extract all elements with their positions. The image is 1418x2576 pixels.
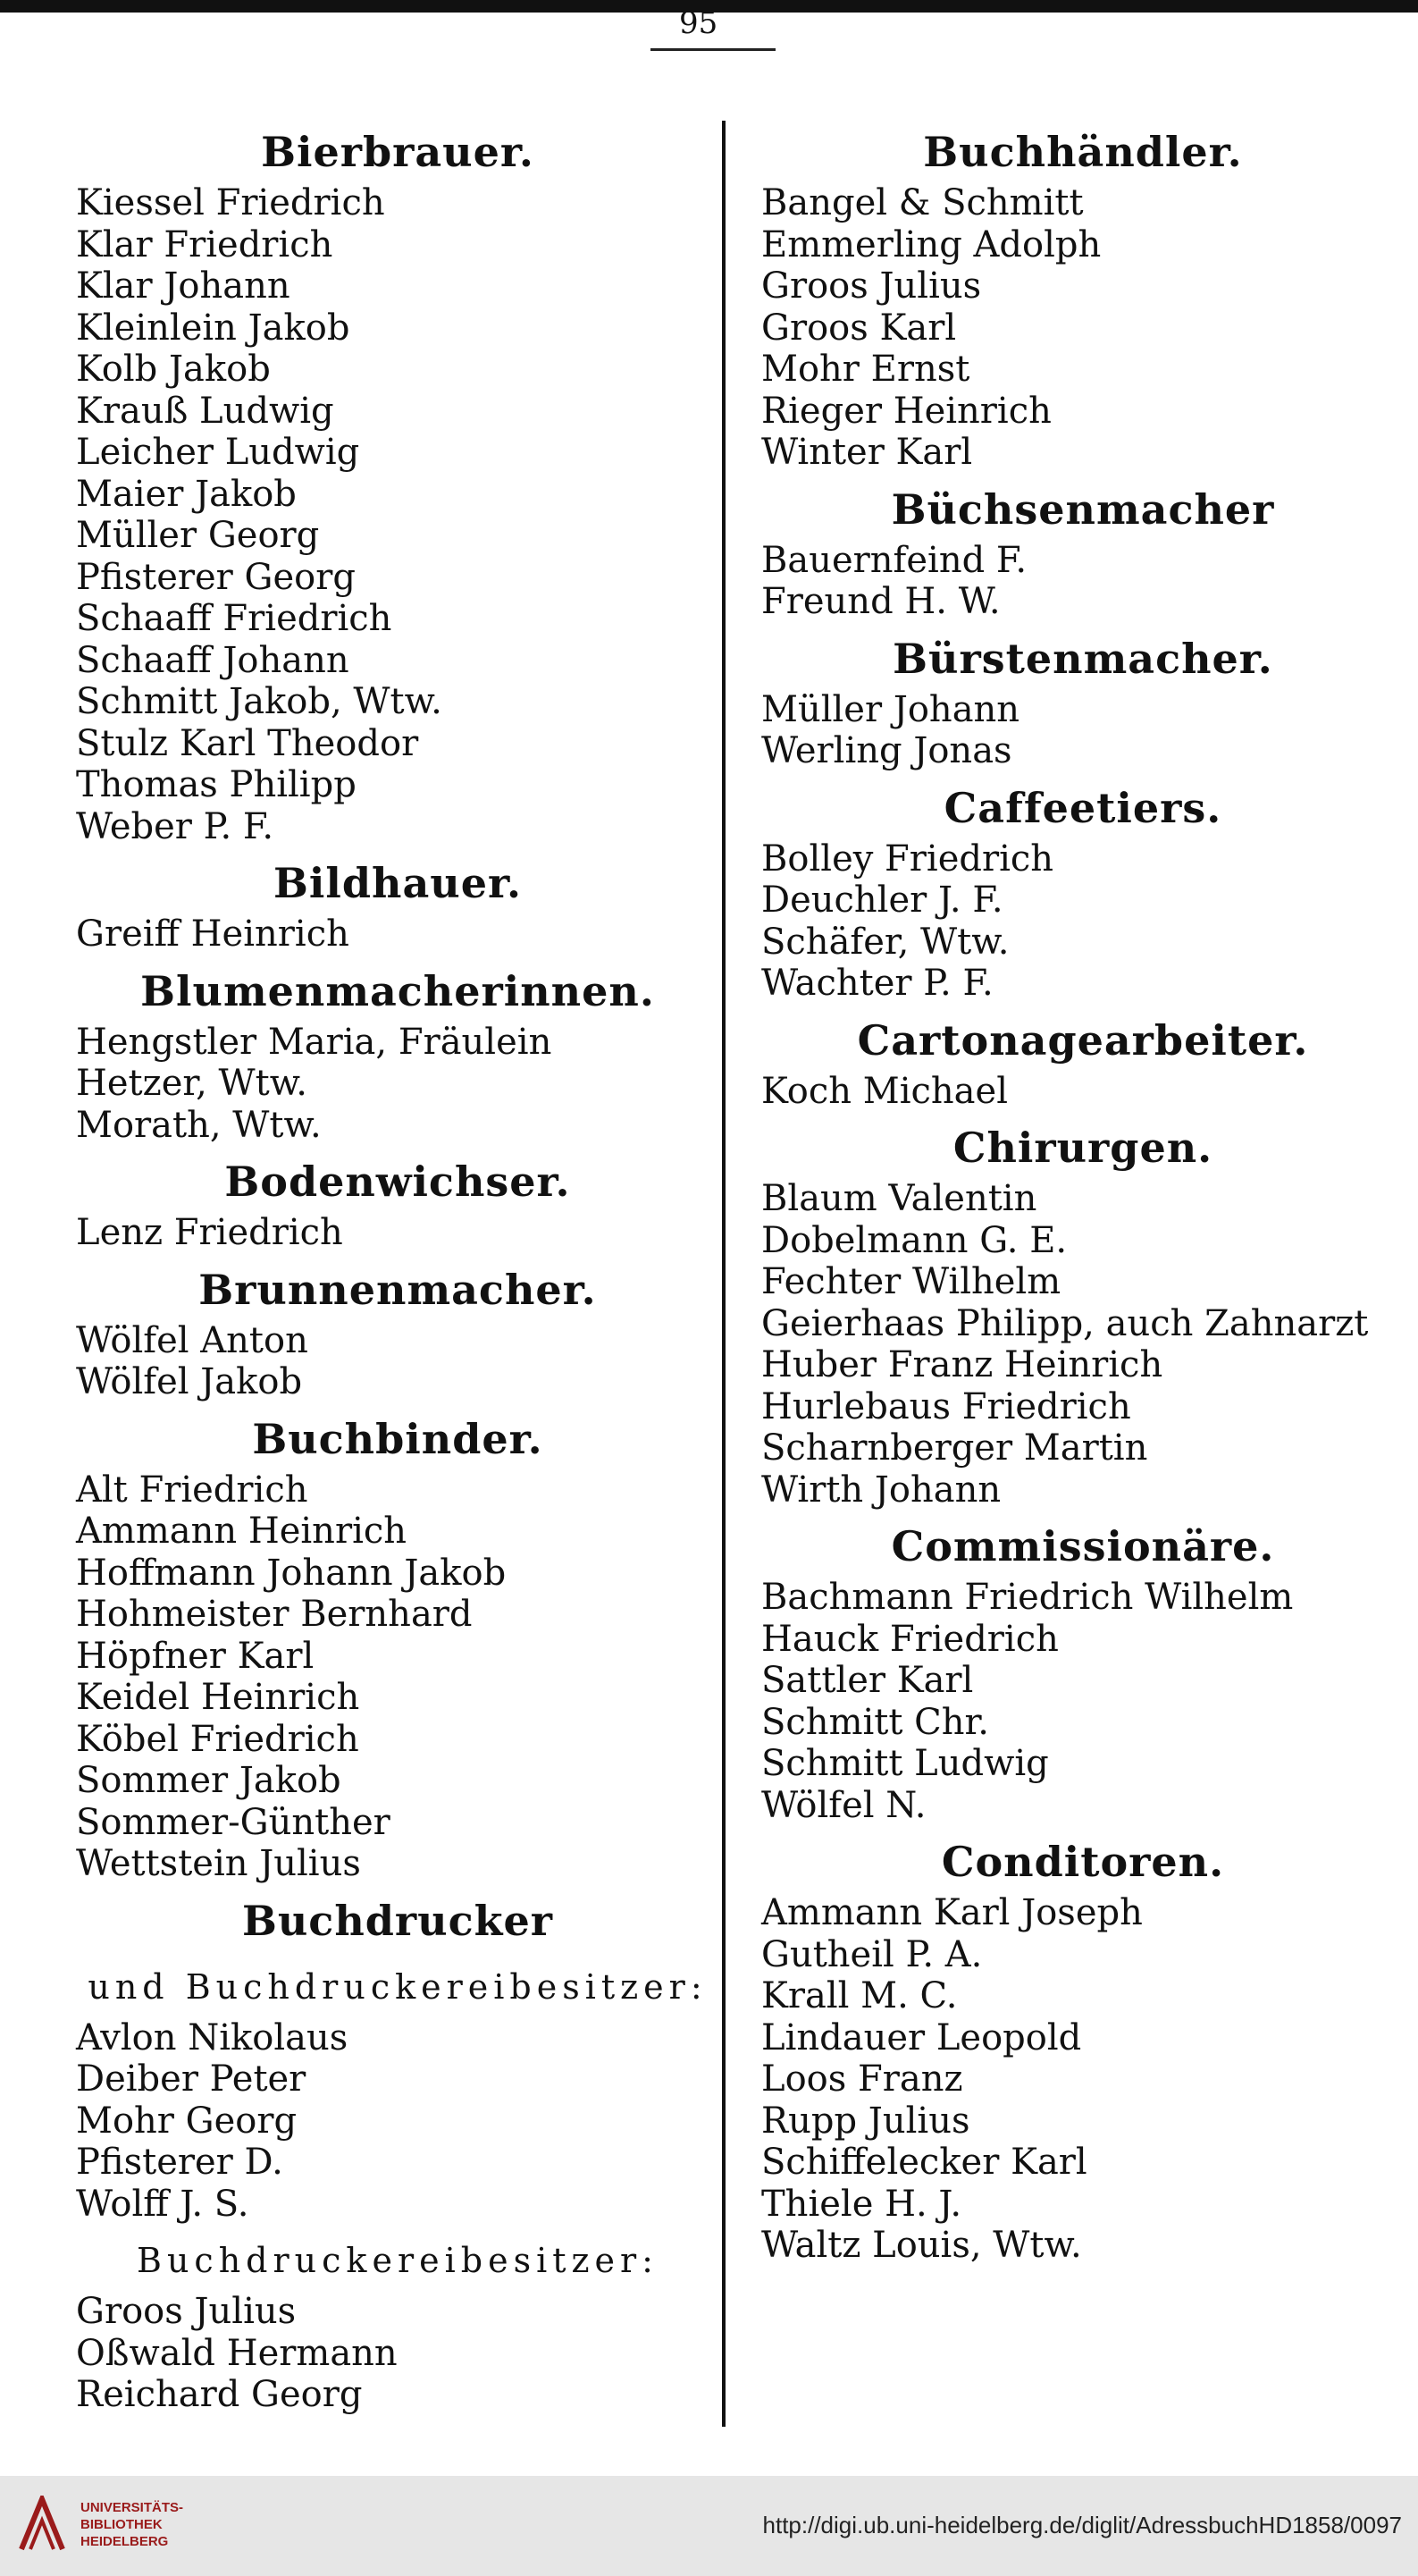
directory-entry: Sommer Jakob	[76, 1760, 341, 1801]
directory-entry: Fechter Wilhelm	[761, 1261, 1061, 1302]
section-heading: Chirurgen.	[952, 1124, 1213, 1172]
directory-entry: Schmitt Jakob, Wtw.	[76, 681, 442, 722]
directory-entry: Wölfel Anton	[76, 1319, 308, 1361]
directory-entry: Bachmann Friedrich Wilhelm	[761, 1577, 1294, 1618]
directory-entry: Avlon Nikolaus	[76, 2016, 348, 2058]
section-heading: Bierbrauer.	[261, 128, 534, 176]
directory-entry: Alt Friedrich	[76, 1469, 308, 1511]
page-number: 95	[679, 5, 718, 41]
directory-entry: Schaaff Johann	[76, 639, 349, 681]
directory-entry: Schäfer, Wtw.	[761, 921, 1010, 963]
directory-entry: Hurlebaus Friedrich	[761, 1385, 1131, 1427]
directory-entry: Freund H. W.	[761, 581, 1001, 622]
source-url-link[interactable]: http://digi.ub.uni-heidelberg.de/diglit/AdressbuchHD1858/0097	[762, 2512, 1402, 2538]
directory-entry: Blaum Valentin	[761, 1178, 1037, 1219]
directory-entry: Klar Johann	[76, 265, 290, 307]
directory-entry: Deuchler J. F.	[761, 880, 1003, 921]
directory-entry: Hoffmann Johann Jakob	[76, 1552, 507, 1594]
directory-entry: Pfisterer D.	[76, 2142, 283, 2183]
directory-entry: Morath, Wtw.	[76, 1104, 322, 1146]
section-heading: Conditoren.	[941, 1838, 1225, 1886]
directory-entry: Mohr Georg	[76, 2100, 298, 2142]
section-heading: Brunnenmacher.	[198, 1265, 597, 1314]
directory-entry: Schaaff Friedrich	[76, 598, 392, 639]
directory-entry: Lindauer Leopold	[761, 2016, 1082, 2058]
directory-entry: Scharnberger Martin	[761, 1427, 1148, 1469]
directory-entry: Greiff Heinrich	[76, 913, 349, 955]
directory-entry: Sattler Karl	[761, 1660, 974, 1701]
directory-entry: Wölfel Jakob	[76, 1361, 303, 1402]
directory-entry: Bauernfeind F.	[761, 539, 1028, 581]
directory-entry: Groos Julius	[76, 2291, 297, 2332]
directory-entry: Wolff J. S.	[76, 2183, 249, 2225]
section-heading: Buchdruckereibesitzer:	[137, 2241, 659, 2280]
directory-entry: Klar Friedrich	[76, 223, 333, 265]
directory-entry: Pfisterer Georg	[76, 556, 356, 598]
university-seal-icon	[16, 2496, 68, 2555]
directory-entry: Kiessel Friedrich	[76, 182, 385, 223]
directory-entry: Loos Franz	[761, 2058, 963, 2100]
directory-entry: Kolb Jakob	[76, 349, 271, 390]
left-column	[76, 116, 719, 2416]
directory-entry: Emmerling Adolph	[761, 223, 1102, 265]
directory-entry: Krall M. C.	[761, 1975, 958, 2016]
directory-entry: Mohr Ernst	[761, 349, 970, 390]
directory-entry: Müller Georg	[76, 515, 320, 556]
directory-entry: Bangel & Schmitt	[761, 182, 1084, 223]
directory-entry: Köbel Friedrich	[76, 1718, 359, 1760]
directory-entry: Bolley Friedrich	[761, 838, 1054, 880]
directory-entry: Winter Karl	[761, 432, 973, 473]
section-heading: Commissionäre.	[891, 1522, 1275, 1570]
directory-entry: Keidel Heinrich	[76, 1677, 360, 1718]
page-number-rule	[650, 48, 776, 51]
directory-entry: Maier Jakob	[76, 473, 297, 515]
section-heading: Bildhauer.	[273, 859, 522, 907]
directory-entry: Schiffelecker Karl	[761, 2142, 1087, 2183]
section-heading: Cartonagearbeiter.	[857, 1015, 1309, 1065]
viewer-footer	[0, 2476, 1418, 2576]
directory-entry: Weber P. F.	[76, 805, 274, 847]
directory-entry: Waltz Louis, Wtw.	[761, 2225, 1082, 2266]
section-heading: Bodenwichser.	[224, 1158, 571, 1206]
directory-entry: Wettstein Julius	[76, 1843, 361, 1884]
column-divider	[722, 121, 726, 2427]
directory-entry: Hengstler Maria, Fräulein	[76, 1021, 552, 1063]
section-heading: und Buchdruckereibesitzer:	[88, 1966, 708, 2007]
directory-entry: Dobelmann G. E.	[761, 1219, 1068, 1261]
directory-entry: Werling Jonas	[761, 730, 1012, 771]
directory-entry: Oßwald Hermann	[76, 2332, 398, 2374]
directory-entry: Huber Franz Heinrich	[761, 1344, 1163, 1385]
logo-line-1: UNIVERSITÄTS-	[80, 2500, 184, 2515]
directory-entry: Leicher Ludwig	[76, 432, 360, 473]
directory-entry: Ammann Karl Joseph	[761, 1892, 1143, 1933]
directory-entry: Wirth Johann	[761, 1469, 1002, 1511]
logo-line-3: HEIDELBERG	[80, 2534, 169, 2549]
directory-entry: Groos Julius	[761, 265, 982, 307]
directory-entry: Reichard Georg	[76, 2374, 363, 2415]
directory-entry: Hohmeister Bernhard	[76, 1594, 473, 1635]
section-heading: Buchhändler.	[923, 128, 1243, 176]
directory-entry: Schmitt Chr.	[761, 1701, 989, 1743]
directory-entry: Hauck Friedrich	[761, 1618, 1059, 1660]
directory-entry: Krauß Ludwig	[76, 390, 334, 432]
directory-entry: Rupp Julius	[761, 2100, 970, 2142]
directory-entry: Ammann Heinrich	[76, 1511, 407, 1552]
section-heading: Caffeetiers.	[944, 783, 1222, 832]
logo-line-2: BIBLIOTHEK	[80, 2517, 163, 2532]
directory-entry: Höpfner Karl	[76, 1635, 315, 1677]
directory-entry: Müller Johann	[761, 688, 1020, 730]
directory-entry: Hetzer, Wtw.	[76, 1063, 307, 1104]
section-heading: Bürstenmacher.	[893, 634, 1273, 683]
section-heading: Blumenmacherinnen.	[140, 966, 655, 1015]
directory-entry: Rieger Heinrich	[761, 390, 1052, 432]
directory-entry: Groos Karl	[761, 307, 957, 349]
directory-entry: Kleinlein Jakob	[76, 307, 350, 349]
right-column	[761, 116, 1405, 2267]
directory-entry: Lenz Friedrich	[76, 1212, 343, 1253]
directory-entry: Wachter P. F.	[761, 963, 994, 1004]
section-heading: Buchbinder.	[252, 1414, 543, 1463]
directory-entry: Thiele H. J.	[761, 2183, 962, 2225]
section-heading: Büchsenmacher	[891, 484, 1275, 534]
directory-entry: Sommer-Günther	[76, 1801, 390, 1843]
directory-entry: Stulz Karl Theodor	[76, 722, 419, 764]
directory-entry: Thomas Philipp	[76, 764, 357, 805]
directory-entry: Gutheil P. A.	[761, 1933, 983, 1975]
section-heading: Buchdrucker	[241, 1896, 553, 1945]
directory-entry: Deiber Peter	[76, 2058, 306, 2100]
directory-entry: Wölfel N.	[761, 1784, 927, 1826]
directory-entry: Koch Michael	[761, 1070, 1008, 1112]
directory-entry: Geierhaas Philipp, auch Zahnarzt	[761, 1302, 1369, 1344]
library-logo-text	[80, 2499, 206, 2550]
directory-entry: Schmitt Ludwig	[761, 1743, 1049, 1784]
